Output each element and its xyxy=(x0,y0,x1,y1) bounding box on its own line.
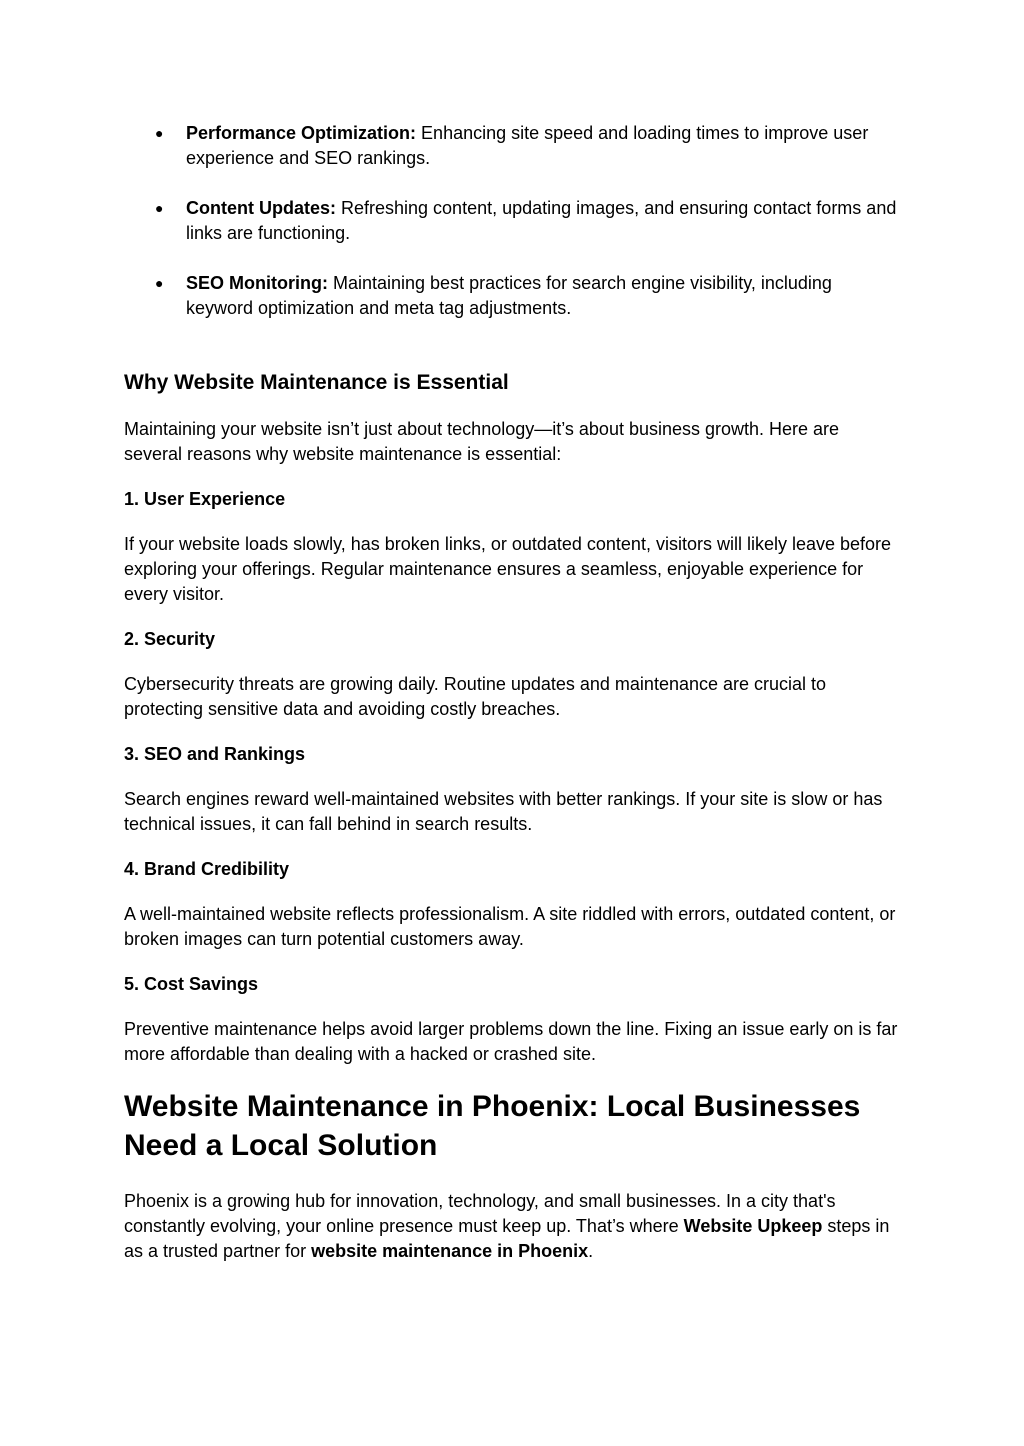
bullet-dot-icon: ● xyxy=(155,200,164,216)
reason-text-seo: Search engines reward well-maintained websites with better rankings. If your site is slow or has technical issues, it can fall behind in search results. xyxy=(124,789,883,834)
reason-title-brand-credibility: 4. Brand Credibility xyxy=(124,859,290,879)
reason-text-brand-credibility: A well-maintained website reflects professionalism. A site riddled with errors, outdated content, or broken images can turn potential customers away. xyxy=(124,904,896,949)
bullet-item-seo-monitoring xyxy=(124,271,900,321)
bullet-term: Content Updates: xyxy=(186,198,336,218)
bullet-dot-icon: ● xyxy=(155,125,164,141)
why-maintenance-heading: Why Website Maintenance is Essential xyxy=(124,371,509,394)
reason-title-seo: 3. SEO and Rankings xyxy=(124,744,306,764)
bullet-term: Performance Optimization: xyxy=(186,123,417,143)
bullet-text: Refreshing content, updating images, and ensuring contact forms and links are functioning. xyxy=(186,198,897,243)
phoenix-text-part3: . xyxy=(588,1241,594,1261)
phoenix-bold-service: website maintenance in Phoenix xyxy=(311,1241,589,1261)
reason-title-user-experience: 1. User Experience xyxy=(124,489,286,509)
why-intro-paragraph: Maintaining your website isn’t just about technology—it’s about business growth. Here are several reasons why website maintenance is essential: xyxy=(124,419,840,464)
bullet-text: Maintaining best practices for search engine visibility, including keyword optimization and meta tag adjustments. xyxy=(186,273,832,318)
phoenix-text-part1: Phoenix is a growing hub for innovation, technology, and small businesses. In a city that's constantly evolving, your online presence must keep up. That’s where xyxy=(124,1191,836,1236)
bullet-item-content-updates xyxy=(124,196,900,246)
phoenix-heading: Website Maintenance in Phoenix: Local Businesses Need a Local Solution xyxy=(124,1090,861,1162)
bullet-text: Enhancing site speed and loading times to improve user experience and SEO rankings. xyxy=(186,123,869,168)
reason-title-cost-savings: 5. Cost Savings xyxy=(124,974,259,994)
reason-text-security: Cybersecurity threats are growing daily. Routine updates and maintenance are crucial to protecting sensitive data and avoiding costly breaches. xyxy=(124,674,827,719)
reason-text-cost-savings: Preventive maintenance helps avoid larger problems down the line. Fixing an issue early on is far more affordable than dealing with a hacked or crashed site. xyxy=(124,1019,898,1064)
phoenix-paragraph xyxy=(124,1189,900,1264)
bullet-dot-icon: ● xyxy=(155,275,164,291)
reason-text-user-experience: If your website loads slowly, has broken links, or outdated content, visitors will likely leave before exploring your offerings. Regular maintenance ensures a seamless, enjoyable experience for every visitor. xyxy=(124,534,892,604)
reason-title-security: 2. Security xyxy=(124,629,216,649)
phoenix-text-part2: steps in as a trusted partner for xyxy=(124,1216,890,1261)
bullet-item-performance xyxy=(124,121,900,171)
services-bullet-list xyxy=(124,121,900,321)
bullet-term: SEO Monitoring: xyxy=(186,273,328,293)
phoenix-bold-brand: Website Upkeep xyxy=(683,1216,823,1236)
